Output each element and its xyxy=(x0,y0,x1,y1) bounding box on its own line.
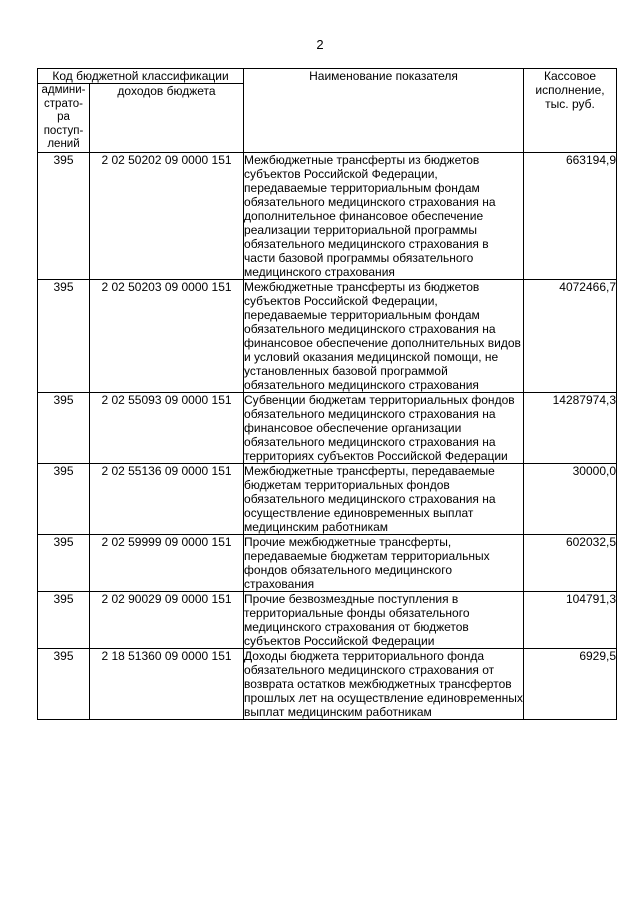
cash-execution-cell: 6929,5 xyxy=(524,649,617,720)
indicator-name-cell: Субвенции бюджетам территориальных фондов обязательного медицинского страхования на финансовое обеспечение организации обязательного медицинского страхования на территориях субъектов Российской Федерации xyxy=(244,393,524,464)
header-revenue-administrator: админи- страто- ра поступ- лений xyxy=(38,84,90,153)
cash-execution-cell: 30000,0 xyxy=(524,464,617,535)
header-row-1 xyxy=(38,69,617,84)
indicator-name-cell: Межбюджетные трансферты, передаваемые бюджетам территориальных фондов обязательного медицинского страхования на осуществление единовременных выплат медицинским работникам xyxy=(244,464,524,535)
table-row xyxy=(38,153,617,280)
revenue-code-cell: 2 18 51360 09 0000 151 xyxy=(90,649,244,720)
table-row xyxy=(38,280,617,393)
revenue-code-cell: 2 02 50202 09 0000 151 xyxy=(90,153,244,280)
revenue-code-cell: 2 02 55093 09 0000 151 xyxy=(90,393,244,464)
revenue-code-cell: 2 02 50203 09 0000 151 xyxy=(90,280,244,393)
cash-execution-cell: 4072466,7 xyxy=(524,280,617,393)
table-row xyxy=(38,649,617,720)
table-row xyxy=(38,464,617,535)
table-row xyxy=(38,393,617,464)
table-row xyxy=(38,592,617,649)
revenue-code-cell: 2 02 90029 09 0000 151 xyxy=(90,592,244,649)
revenue-code-cell: 2 02 55136 09 0000 151 xyxy=(90,464,244,535)
admin-code-cell: 395 xyxy=(38,649,90,720)
revenue-code-cell: 2 02 59999 09 0000 151 xyxy=(90,535,244,592)
admin-code-cell: 395 xyxy=(38,535,90,592)
header-indicator-name: Наименование показателя xyxy=(244,69,524,153)
admin-code-cell: 395 xyxy=(38,280,90,393)
indicator-name-cell: Прочие межбюджетные трансферты, передаваемые бюджетам территориальных фондов обязательного медицинского страхования xyxy=(244,535,524,592)
cash-execution-cell: 104791,3 xyxy=(524,592,617,649)
cash-execution-cell: 14287974,3 xyxy=(524,393,617,464)
indicator-name-cell: Прочие безвозмездные поступления в территориальные фонды обязательного медицинского страхования от бюджетов субъектов Российской Федерации xyxy=(244,592,524,649)
admin-code-cell: 395 xyxy=(38,393,90,464)
budget-table xyxy=(37,68,617,720)
admin-code-cell: 395 xyxy=(38,592,90,649)
header-budget-revenue-code: доходов бюджета xyxy=(90,84,244,153)
admin-code-cell: 395 xyxy=(38,153,90,280)
indicator-name-cell: Межбюджетные трансферты из бюджетов субъектов Российской Федерации, передаваемые территориальным фондам обязательного медицинского страхования на дополнительное финансовое обеспечение реализации территориальной программы обязательного медицинского страхования в части базовой программы обязательного медицинского страхования xyxy=(244,153,524,280)
admin-code-cell: 395 xyxy=(38,464,90,535)
header-budget-classification: Код бюджетной классификации xyxy=(38,69,244,84)
cash-execution-cell: 663194,9 xyxy=(524,153,617,280)
header-cash-execution: Кассовое исполнение, тыс. руб. xyxy=(524,69,617,153)
indicator-name-cell: Доходы бюджета территориального фонда обязательного медицинского страхования от возврата остатков межбюджетных трансфертов прошлых лет на осуществление единовременных выплат медицинским работникам xyxy=(244,649,523,719)
cash-execution-cell: 602032,5 xyxy=(524,535,617,592)
page-number: 2 xyxy=(316,37,324,52)
table-row xyxy=(38,535,617,592)
indicator-name-cell: Межбюджетные трансферты из бюджетов субъектов Российской Федерации, передаваемые территориальным фондам обязательного медицинского страхования на финансовое обеспечение дополнительных видов и условий оказания медицинской помощи, не установленных базовой программой обязательного медицинского страхования xyxy=(244,280,524,393)
